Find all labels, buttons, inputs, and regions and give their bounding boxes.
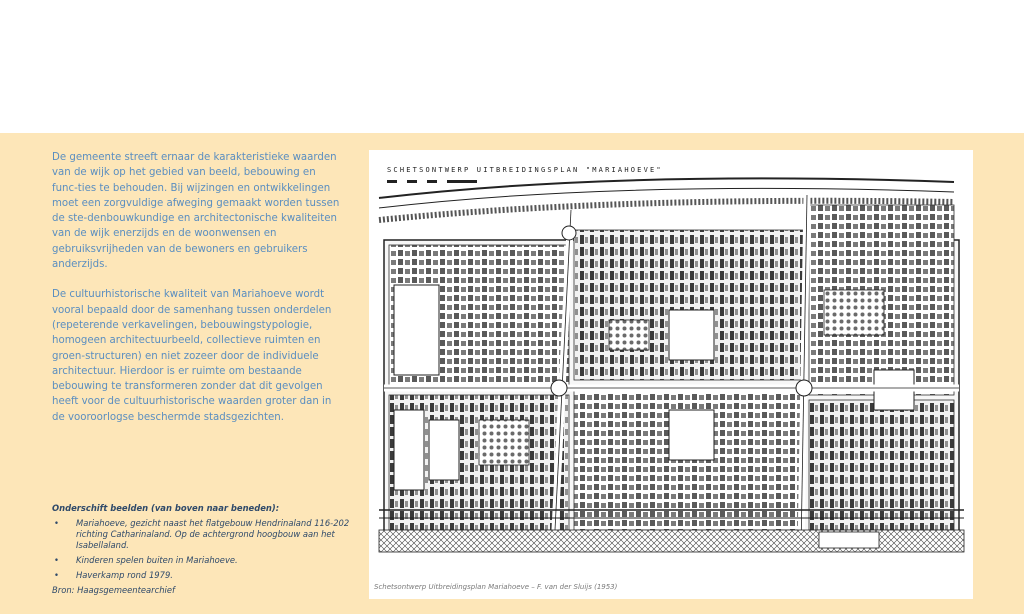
top-blank-area	[0, 0, 1024, 133]
body-paragraph-1: De gemeente streeft ernaar de karakteristieke waarden van de wijk op het gebied van beeld, bebouwing en func-ties te behouden. Bij wijzingen en ontwikkelingen moet een zorgvuldige afweging gemaakt worden tussen de ste-denbouwkundige en architectonische kwaliteiten van de wijk enerzijds en de woonwensen en gebruiksvrijheden van de bewoners en gebruikers anderzijds.	[52, 152, 340, 271]
bullet-icon: •	[54, 555, 59, 565]
map-caption: Schetsontwerp Uitbreidingsplan Mariahoeve – F. van der Sluijs (1953)	[374, 583, 618, 591]
caption-item	[52, 555, 352, 566]
image-captions	[52, 503, 352, 596]
caption-text: Kinderen spelen buiten in Mariahoeve.	[76, 555, 238, 565]
plan-map-drawing	[369, 150, 973, 580]
captions-heading: Onderschift beelden (van boven naar beneden):	[52, 503, 280, 513]
body-paragraph-2: De cultuurhistorische kwaliteit van Mariahoeve wordt vooral bepaald door de samenhang tussen onderdelen (repeterende verkavelingen, bebouwingstypologie, homogeen architectuurbeeld, collectieve ruimten en groen-structuren) en niet zozeer door de individuele architectuur. Hierdoor is er ruimte om bestaande bebouwing te transformeren zonder dat dit gevolgen heeft voor de cultuurhistorische waarden groter dan in de vooroorlogse beschermde stadsgezichten.	[52, 289, 332, 423]
scale-bar	[387, 180, 477, 183]
caption-text: Mariahoeve, gezicht naast het flatgebouw Hendrinaland 116-202 richting Catharinaland. Op de achtergrond hoogbouw aan het Isabellaland.	[76, 518, 350, 550]
caption-item	[52, 570, 352, 581]
captions-list	[52, 518, 352, 581]
bullet-icon: •	[54, 570, 59, 580]
body-text	[52, 150, 344, 440]
plan-map-figure	[369, 150, 973, 599]
bullet-icon: •	[54, 518, 59, 528]
map-title: SCHETSONTWERP UITBREIDINGSPLAN "MARIAHOEVE"	[387, 166, 663, 174]
caption-item	[52, 518, 352, 551]
source-credit: Bron: Haagsgemeentearchief	[52, 585, 175, 595]
caption-text: Haverkamp rond 1979.	[76, 570, 173, 580]
